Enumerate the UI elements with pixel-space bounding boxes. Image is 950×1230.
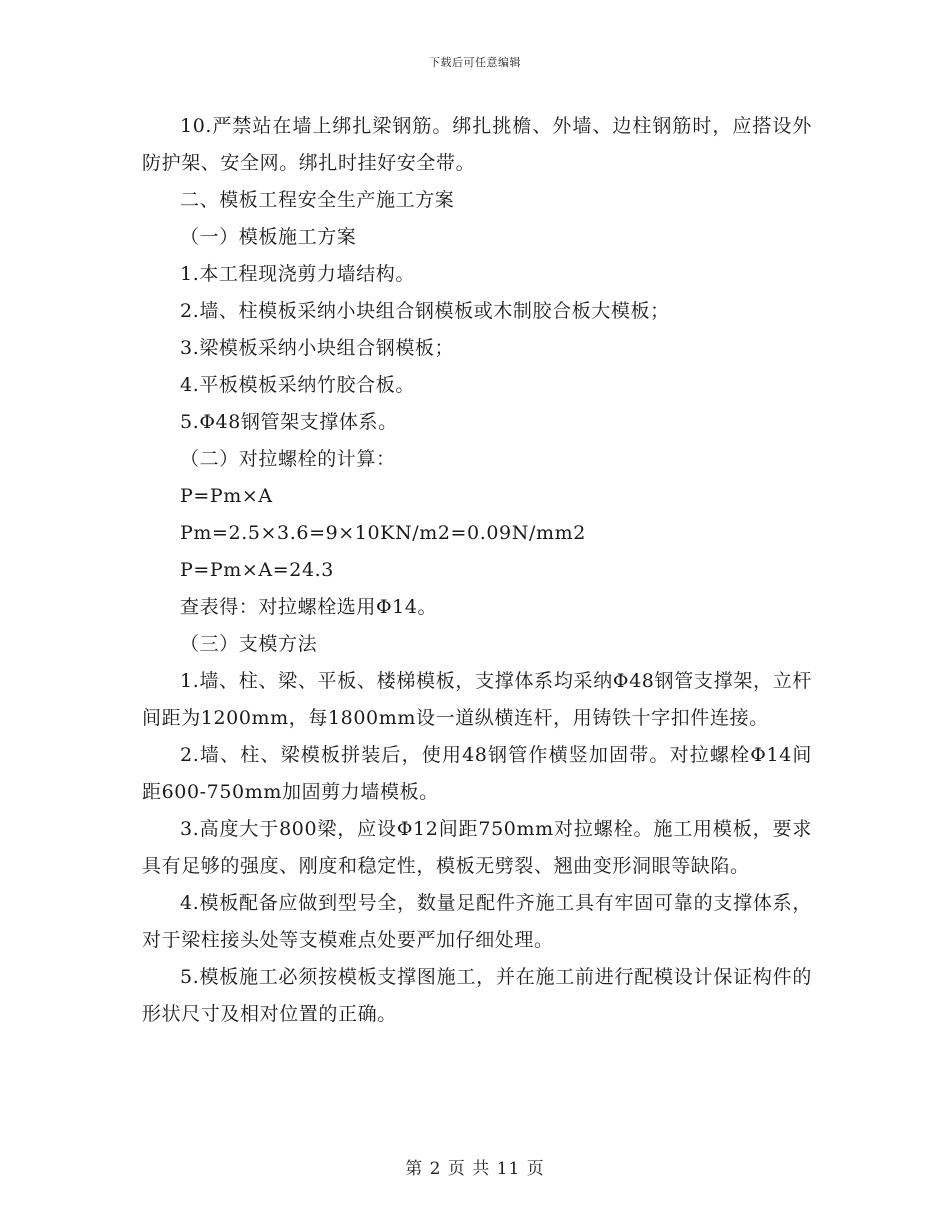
list-item-slab-formwork: 4.平板模板采纳竹胶合板。 (180, 374, 415, 396)
formula-line-3: P=Pm×A=24.3 (180, 559, 334, 581)
list-item-structure: 1.本工程现浇剪力墙结构。 (180, 263, 415, 285)
section-heading-formwork-safety: 二、模板工程安全生产施工方案 (180, 189, 455, 211)
list-item-wall-column-formwork: 2.墙、柱模板采纳小块组合钢模板或木制胶合板大模板； (180, 300, 670, 322)
bolt-selection-note: 查表得：对拉螺栓选用Φ14。 (180, 596, 438, 618)
paragraph-rebar-safety: 10.严禁站在墙上绑扎梁钢筋。绑扎挑檐、外墙、边柱钢筋时，应搭设外防护架、安全网。绑扎时挂好安全带。 (142, 115, 812, 174)
method-item-5: 5.模板施工必须按模板支撑图施工，并在施工前进行配模设计保证构件的形状尺寸及相对位置的正确。 (142, 966, 812, 1025)
method-item-1: 1.墙、柱、梁、平板、楼梯模板，支撑体系均采纳Φ48钢管支撑架，立杆间距为1200mm，每1800mm设一道纵横连杆，用铸铁十字扣件连接。 (142, 670, 812, 729)
method-item-3: 3.高度大于800梁，应设Φ12间距750mm对拉螺栓。施工用模板，要求具有足够的强度、刚度和稳定性，模板无劈裂、翘曲变形洞眼等缺陷。 (142, 818, 812, 877)
formula-line-1: P=Pm×A (180, 485, 273, 507)
method-item-4: 4.模板配备应做到型号全，数量足配件齐施工具有牢固可靠的支撑体系，对于梁柱接头处等支模难点处要严加仔细处理。 (142, 892, 812, 951)
subsection-heading-bolt-calc: （二）对拉螺栓的计算： (180, 448, 396, 470)
document-body (142, 108, 812, 1033)
page-footer: 第 2 页 共 11 页 (405, 1159, 545, 1179)
method-item-2: 2.墙、柱、梁模板拼装后，使用48钢管作横竖加固带。对拉螺栓Φ14间距600-750mm加固剪力墙模板。 (142, 744, 812, 803)
page-header: 下载后可任意编辑 (429, 56, 521, 69)
subsection-heading-support-method: （三）支模方法 (180, 633, 318, 655)
list-item-beam-formwork: 3.梁模板采纳小块组合钢模板； (180, 337, 455, 359)
subsection-heading-formwork-plan: （一）模板施工方案 (180, 226, 357, 248)
list-item-support-system: 5.Φ48钢管架支撑体系。 (180, 411, 398, 433)
formula-line-2: Pm=2.5×3.6=9×10KN/m2=0.09N/mm2 (180, 522, 586, 544)
